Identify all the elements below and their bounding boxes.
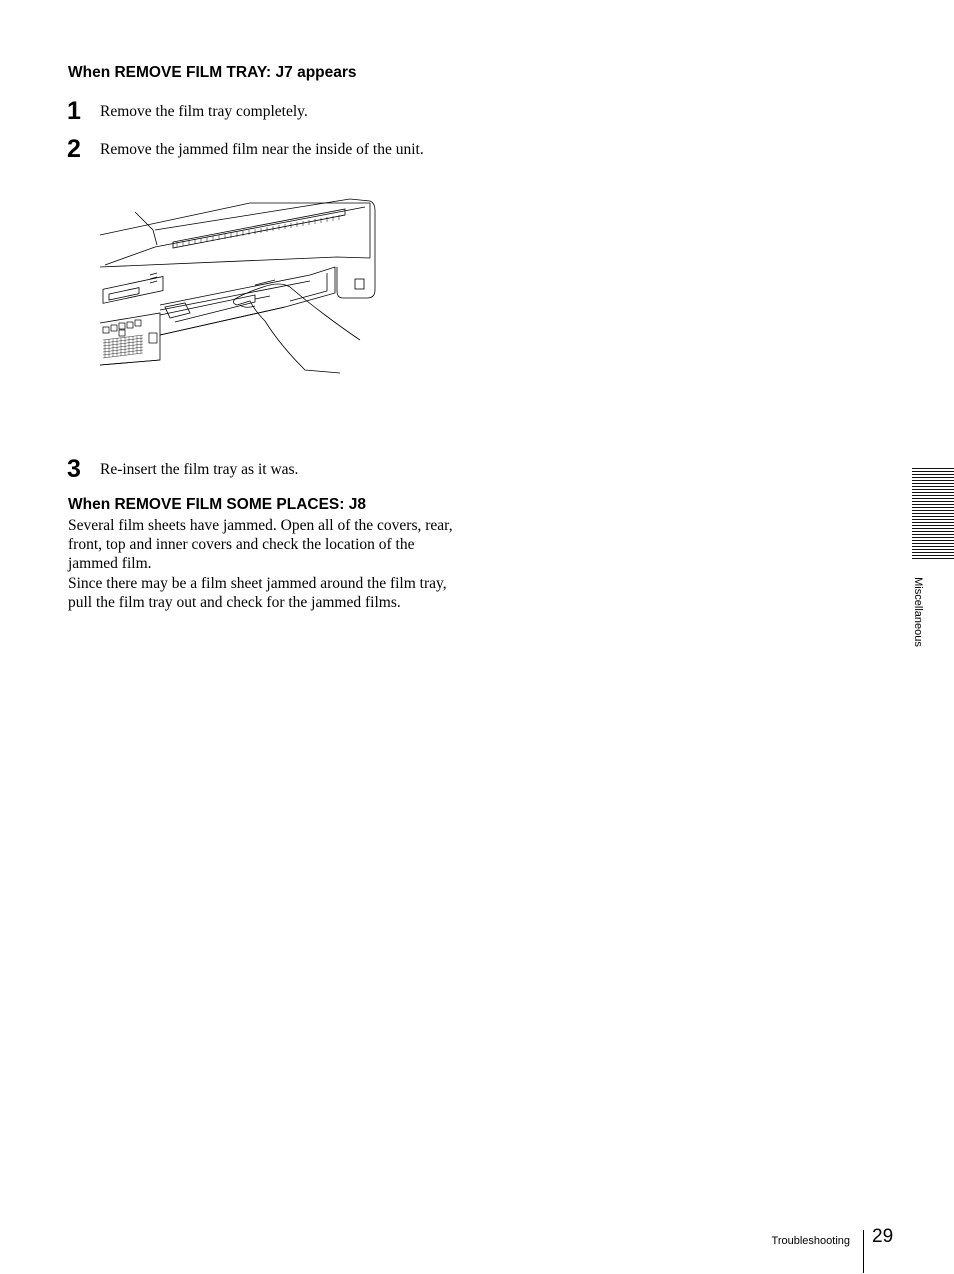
step-1-text: Remove the film tray completely. [100,103,308,120]
section-tab-marker [912,468,954,560]
body-text [68,516,453,612]
page-number: 29 [872,1226,894,1247]
paragraph: Since there may be a film sheet jammed around the film tray, pull the film tray out and check for the jammed films. [68,574,447,611]
step-3-number: 3 [67,455,81,483]
step-2-text: Remove the jammed film near the inside of the unit. [100,141,424,158]
step-2-number: 2 [67,135,81,163]
printer-illustration [95,195,380,380]
section-tab-label: Miscellaneous [912,577,924,647]
footer-divider [863,1230,864,1273]
heading-j8: When REMOVE FILM SOME PLACES: J8 [68,496,366,513]
heading-j7: When REMOVE FILM TRAY: J7 appears [68,64,357,81]
step-1-number: 1 [67,97,81,125]
step-3-text: Re-insert the film tray as it was. [100,461,299,478]
paragraph: Several film sheets have jammed. Open all of the covers, rear, front, top and inner covers and check the location of the jammed film. [68,517,453,573]
footer-section-name: Troubleshooting [771,1235,850,1247]
